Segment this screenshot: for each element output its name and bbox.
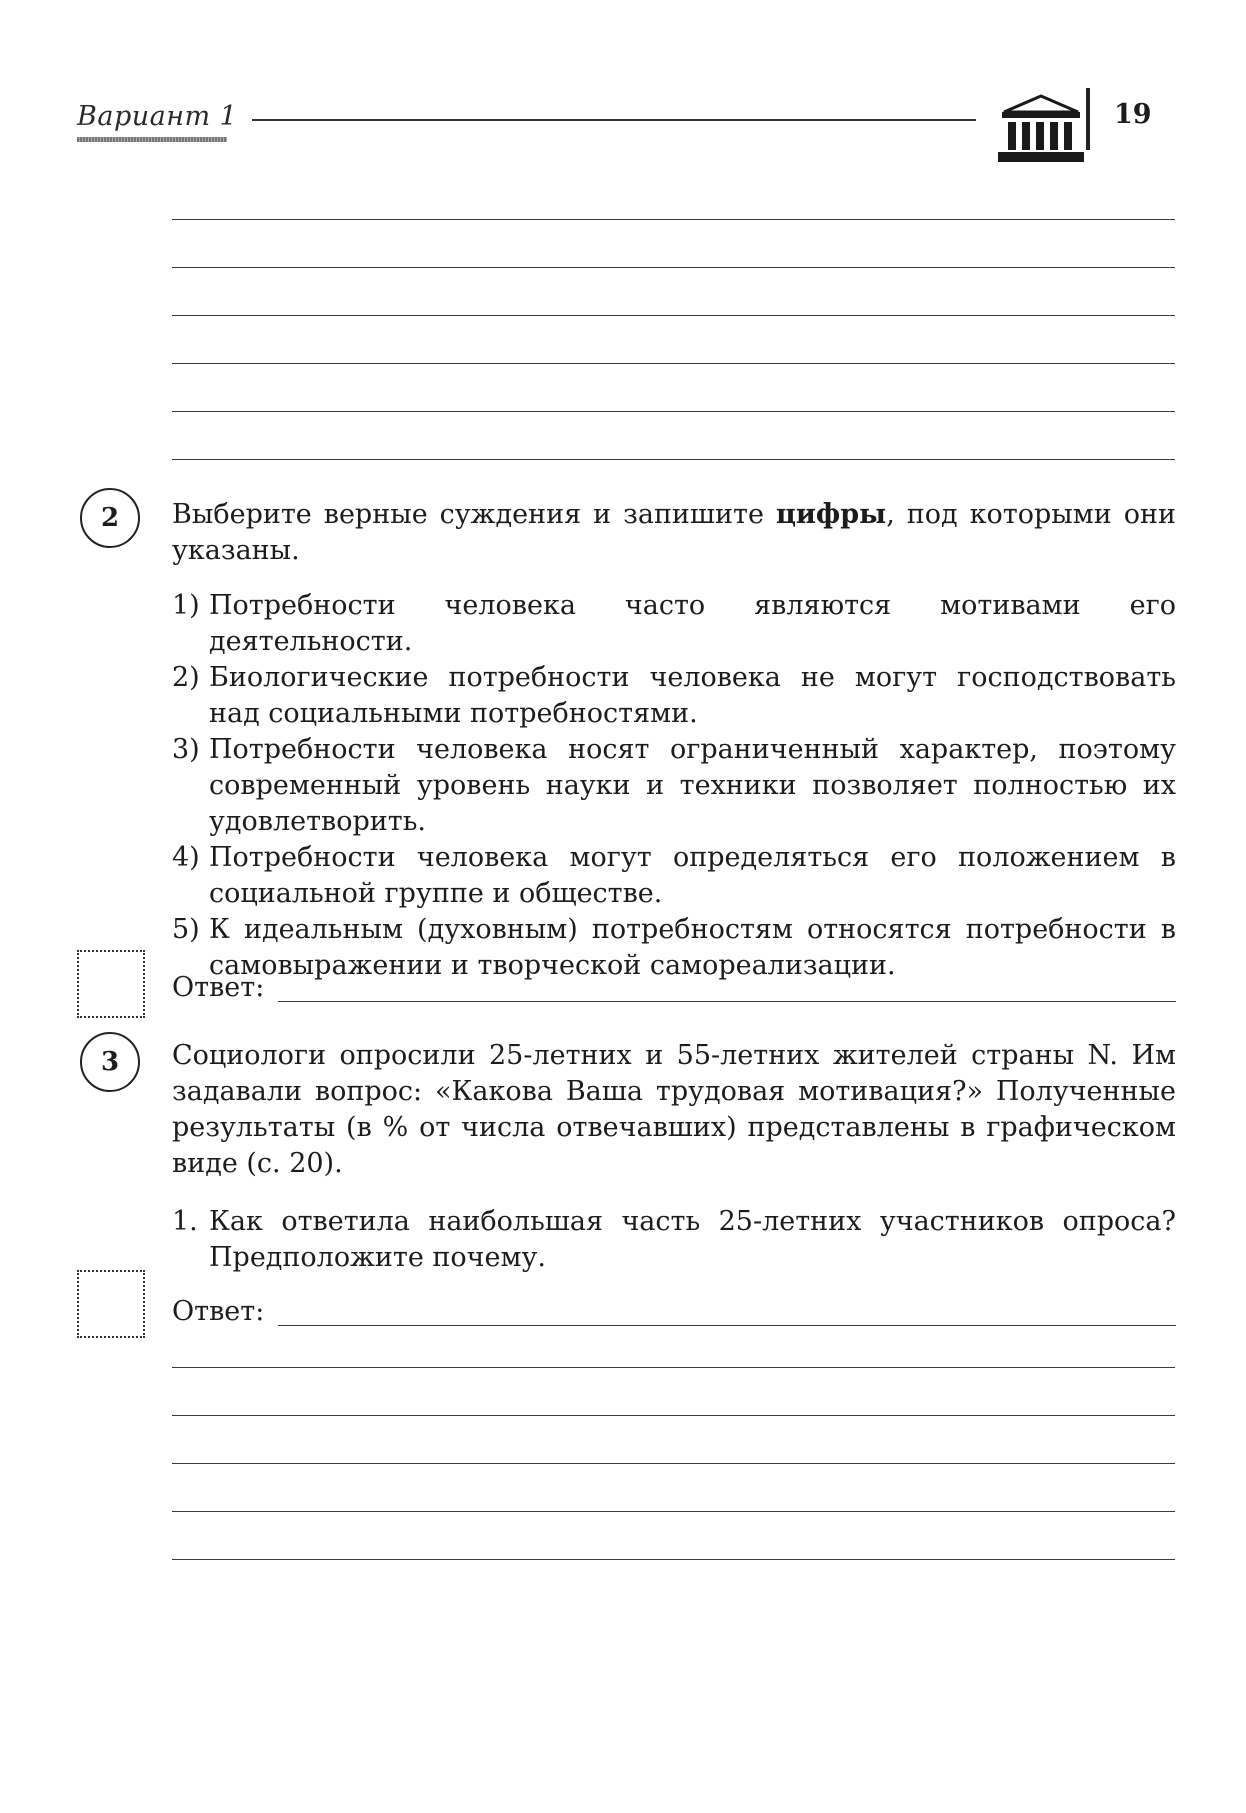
option-text: Биологические потребности человека не могут господствовать над социальными потребностями. [209, 662, 1176, 729]
task-number-3: 3 [80, 1032, 140, 1092]
option-text: Потребности человека часто являются мотивами его деятельности. [209, 590, 1176, 657]
building-columns-icon [996, 92, 1086, 164]
variant-underline [77, 137, 227, 142]
question-text: Как ответила наибольшая часть 25-летних участников опроса? Предположите почему. [209, 1206, 1176, 1273]
task2-options [172, 588, 1176, 984]
answer-field[interactable] [278, 1325, 1176, 1326]
option-text: К идеальным (духовным) потребностям относятся потребности в самовыражении и творческой самореализации. [209, 914, 1176, 981]
answer-label: Ответ: [172, 1296, 265, 1327]
option-item [172, 588, 1176, 660]
task2-prompt [172, 497, 1176, 569]
option-number: 1) [172, 590, 200, 621]
task2-prompt-end: , под которыми они указаны. [172, 499, 1176, 566]
writing-line[interactable] [172, 363, 1175, 364]
option-number: 4) [172, 842, 200, 873]
option-number: 5) [172, 914, 200, 945]
task-number-2: 2 [80, 488, 140, 548]
answer-field[interactable] [278, 1001, 1176, 1002]
task2-prompt-emphasis: цифры [775, 499, 887, 530]
task3-answer-row [172, 1294, 1176, 1330]
option-text: Потребности человека носят ограниченный характер, поэтому современный уровень науки и техники позволяет полностью их удовлетворить. [209, 734, 1176, 837]
option-item [172, 840, 1176, 912]
score-box-task3[interactable] [77, 1270, 145, 1338]
writing-line[interactable] [172, 315, 1175, 316]
writing-line[interactable] [172, 219, 1175, 220]
option-item [172, 732, 1176, 840]
answer-label: Ответ: [172, 972, 265, 1003]
question-item [172, 1204, 1176, 1276]
writing-line[interactable] [172, 1559, 1175, 1560]
writing-line[interactable] [172, 459, 1175, 460]
variant-label: Вариант 1 [77, 101, 238, 132]
writing-line[interactable] [172, 411, 1175, 412]
writing-line[interactable] [172, 1415, 1175, 1416]
option-number: 3) [172, 734, 200, 765]
page-number: 19 [1114, 99, 1152, 130]
task3-question [172, 1204, 1176, 1276]
writing-line[interactable] [172, 1463, 1175, 1464]
header-vertical-bar [1086, 88, 1090, 150]
task2-prompt-start: Выберите верные суждения и запишите [172, 499, 776, 530]
option-number: 2) [172, 662, 200, 693]
score-box-task2[interactable] [77, 950, 145, 1018]
question-number: 1. [172, 1206, 198, 1237]
writing-line[interactable] [172, 267, 1175, 268]
writing-line[interactable] [172, 1367, 1175, 1368]
task3-prompt: Социологи опросили 25-летних и 55-летних жителей страны N. Им задавали вопрос: «Какова Ваша трудовая мотивация?» Полученные результаты (в % от числа отвечавших) представлены в графическом виде (с. 20). [172, 1040, 1176, 1179]
option-item [172, 660, 1176, 732]
option-text: Потребности человека могут определяться его положением в социальной группе и обществе. [209, 842, 1176, 909]
header-rule [252, 119, 976, 121]
writing-line[interactable] [172, 1511, 1175, 1512]
task2-answer-row [172, 970, 1176, 1006]
